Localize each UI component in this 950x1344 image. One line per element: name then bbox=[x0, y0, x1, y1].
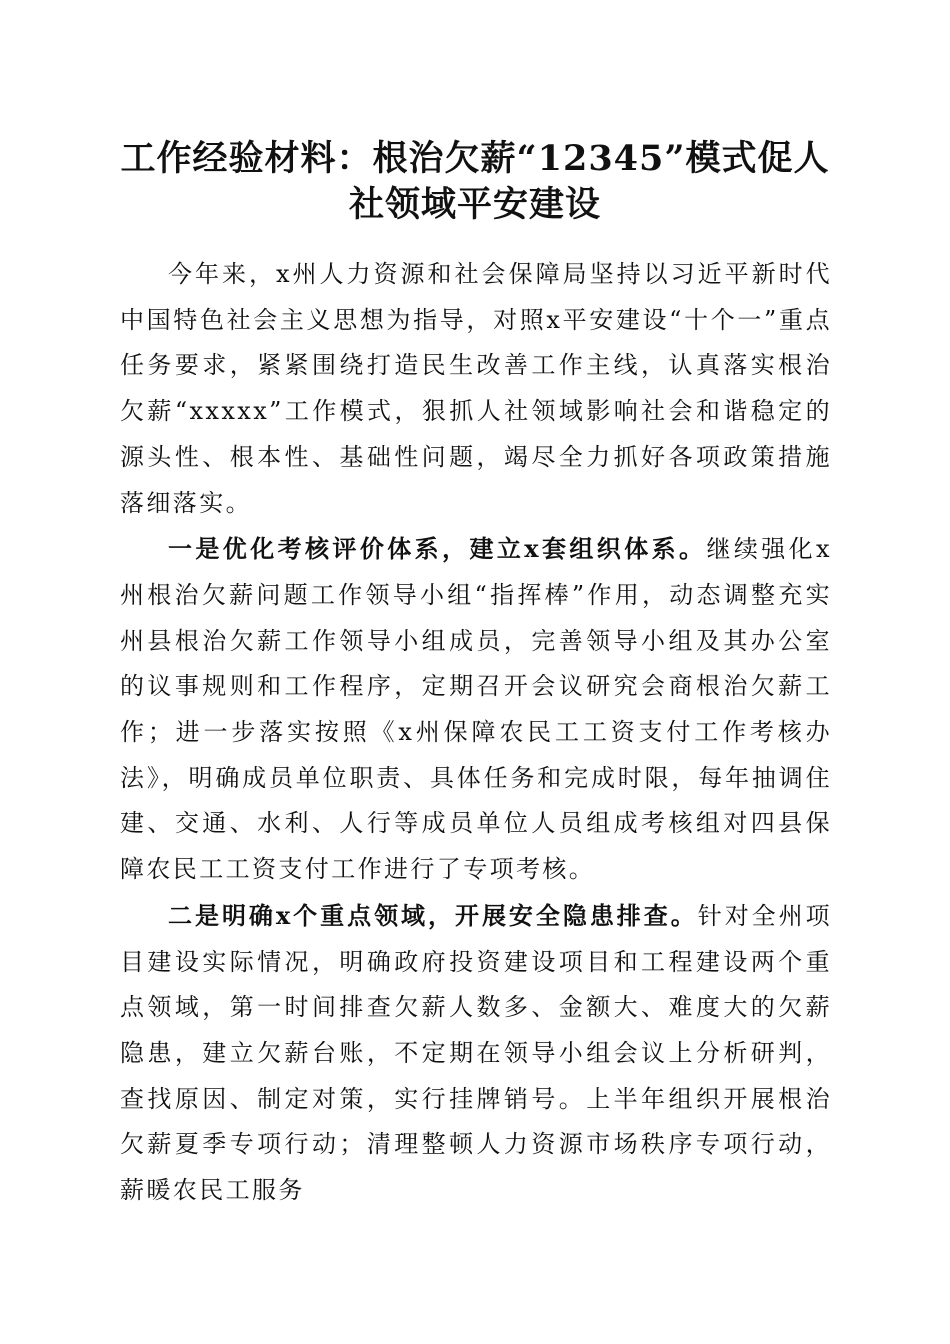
document-title bbox=[110, 136, 840, 228]
paragraph-intro bbox=[120, 252, 832, 526]
paragraph-point-1 bbox=[120, 526, 832, 893]
paragraph-point-2-lead: 二是明确x个重点领域，开展安全隐患排查。 bbox=[168, 900, 698, 930]
paragraph-point-2-text: 针对全州项目建设实际情况，明确政府投资建设项目和工程建设两个重点领域，第一时间排查欠薪人数多、金额大、难度大的欠薪隐患，建立欠薪台账，不定期在领导小组会议上分析研判，查找原因、制定对策，实行挂牌销号。上半年组织开展根治欠薪夏季专项行动；清理整顿人力资源市场秩序专项行动，薪暖农民工服务 bbox=[120, 901, 832, 1205]
paragraph-point-1-lead: 一是优化考核评价体系，建立x套组织体系。 bbox=[168, 534, 707, 564]
title-line-2: 社领域平安建设 bbox=[348, 184, 601, 225]
paragraph-intro-text: 今年来，x州人力资源和社会保障局坚持以习近平新时代中国特色社会主义思想为指导，对照x平安建设“十个一”重点任务要求，紧紧围绕打造民生改善工作主线，认真落实根治欠薪“xxxxx”工作模式，狠抓人社领域影响社会和谐稳定的源头性、根本性、基础性问题，竭尽全力抓好各项政策措施落细落实。 bbox=[120, 260, 832, 517]
title-line-1: 工作经验材料：根治欠薪“12345”模式促人 bbox=[120, 138, 830, 179]
paragraph-point-1-text: 继续强化x州根治欠薪问题工作领导小组“指挥棒”作用，动态调整充实州县根治欠薪工作领导小组成员，完善领导小组及其办公室的议事规则和工作程序，定期召开会议研究会商根治欠薪工作；进一步落实按照《x州保障农民工工资支付工作考核办法》，明确成员单位职责、具体任务和完成时限，每年抽调住建、交通、水利、人行等成员单位人员组成考核组对四县保障农民工工资支付工作进行了专项考核。 bbox=[120, 535, 832, 884]
document-body bbox=[120, 252, 832, 1214]
paragraph-point-2 bbox=[120, 893, 832, 1214]
